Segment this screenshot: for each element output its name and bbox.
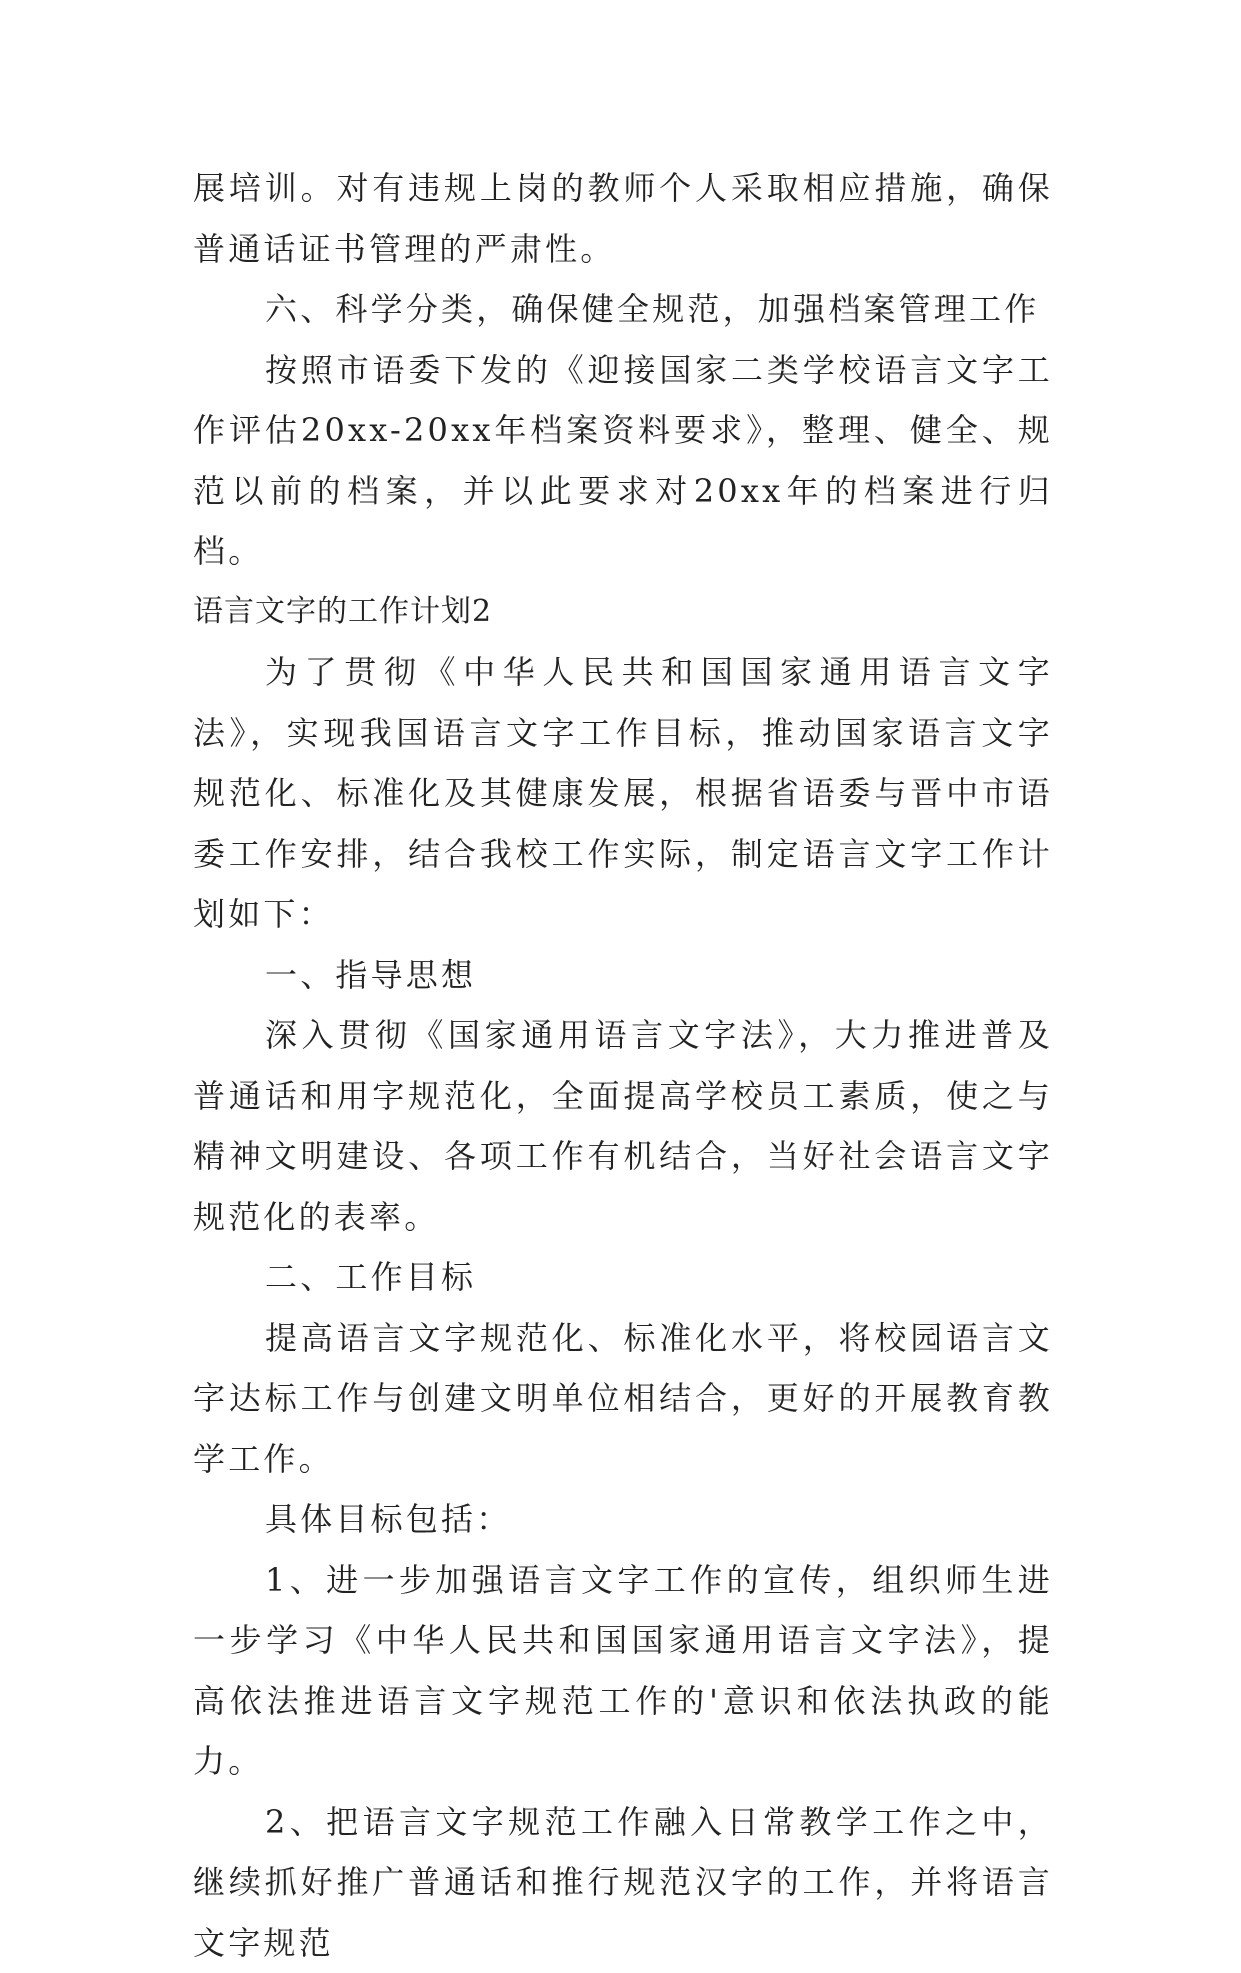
- list-item-goal-2: 2、把语言文字规范工作融入日常教学工作之中，继续抓好推广普通话和推行规范汉字的工作，并将语言文字规范: [193, 1792, 1053, 1973]
- document-page: [193, 158, 1053, 1973]
- section-heading-goals: 二、工作目标: [193, 1247, 1053, 1308]
- paragraph-continuation: 展培训。对有违规上岗的教师个人采取相应措施，确保普通话证书管理的严肃性。: [193, 158, 1053, 279]
- paragraph-archives: 按照市语委下发的《迎接国家二类学校语言文字工作评估20xx-20xx年档案资料要求》，整理、健全、规范以前的档案，并以此要求对20xx年的档案进行归档。: [193, 340, 1053, 582]
- paragraph-specific-goals-label: 具体目标包括：: [193, 1489, 1053, 1550]
- section-heading-guiding-thought: 一、指导思想: [193, 945, 1053, 1006]
- paragraph-goals: 提高语言文字规范化、标准化水平，将校园语言文字达标工作与创建文明单位相结合，更好的开展教育教学工作。: [193, 1308, 1053, 1490]
- list-item-goal-1: 1、进一步加强语言文字工作的宣传，组织师生进一步学习《中华人民共和国国家通用语言文字法》，提高依法推进语言文字规范工作的'意识和依法执政的能力。: [193, 1550, 1053, 1792]
- plan-title: 语言文字的工作计划2: [193, 582, 1053, 643]
- section-heading-six: 六、科学分类，确保健全规范，加强档案管理工作: [193, 279, 1053, 340]
- paragraph-guiding-thought: 深入贯彻《国家通用语言文字法》，大力推进普及普通话和用字规范化，全面提高学校员工素质，使之与精神文明建设、各项工作有机结合，当好社会语言文字规范化的表率。: [193, 1005, 1053, 1247]
- paragraph-intro: 为了贯彻《中华人民共和国国家通用语言文字法》，实现我国语言文字工作目标，推动国家语言文字规范化、标准化及其健康发展，根据省语委与晋中市语委工作安排，结合我校工作实际，制定语言文字工作计划如下：: [193, 642, 1053, 945]
